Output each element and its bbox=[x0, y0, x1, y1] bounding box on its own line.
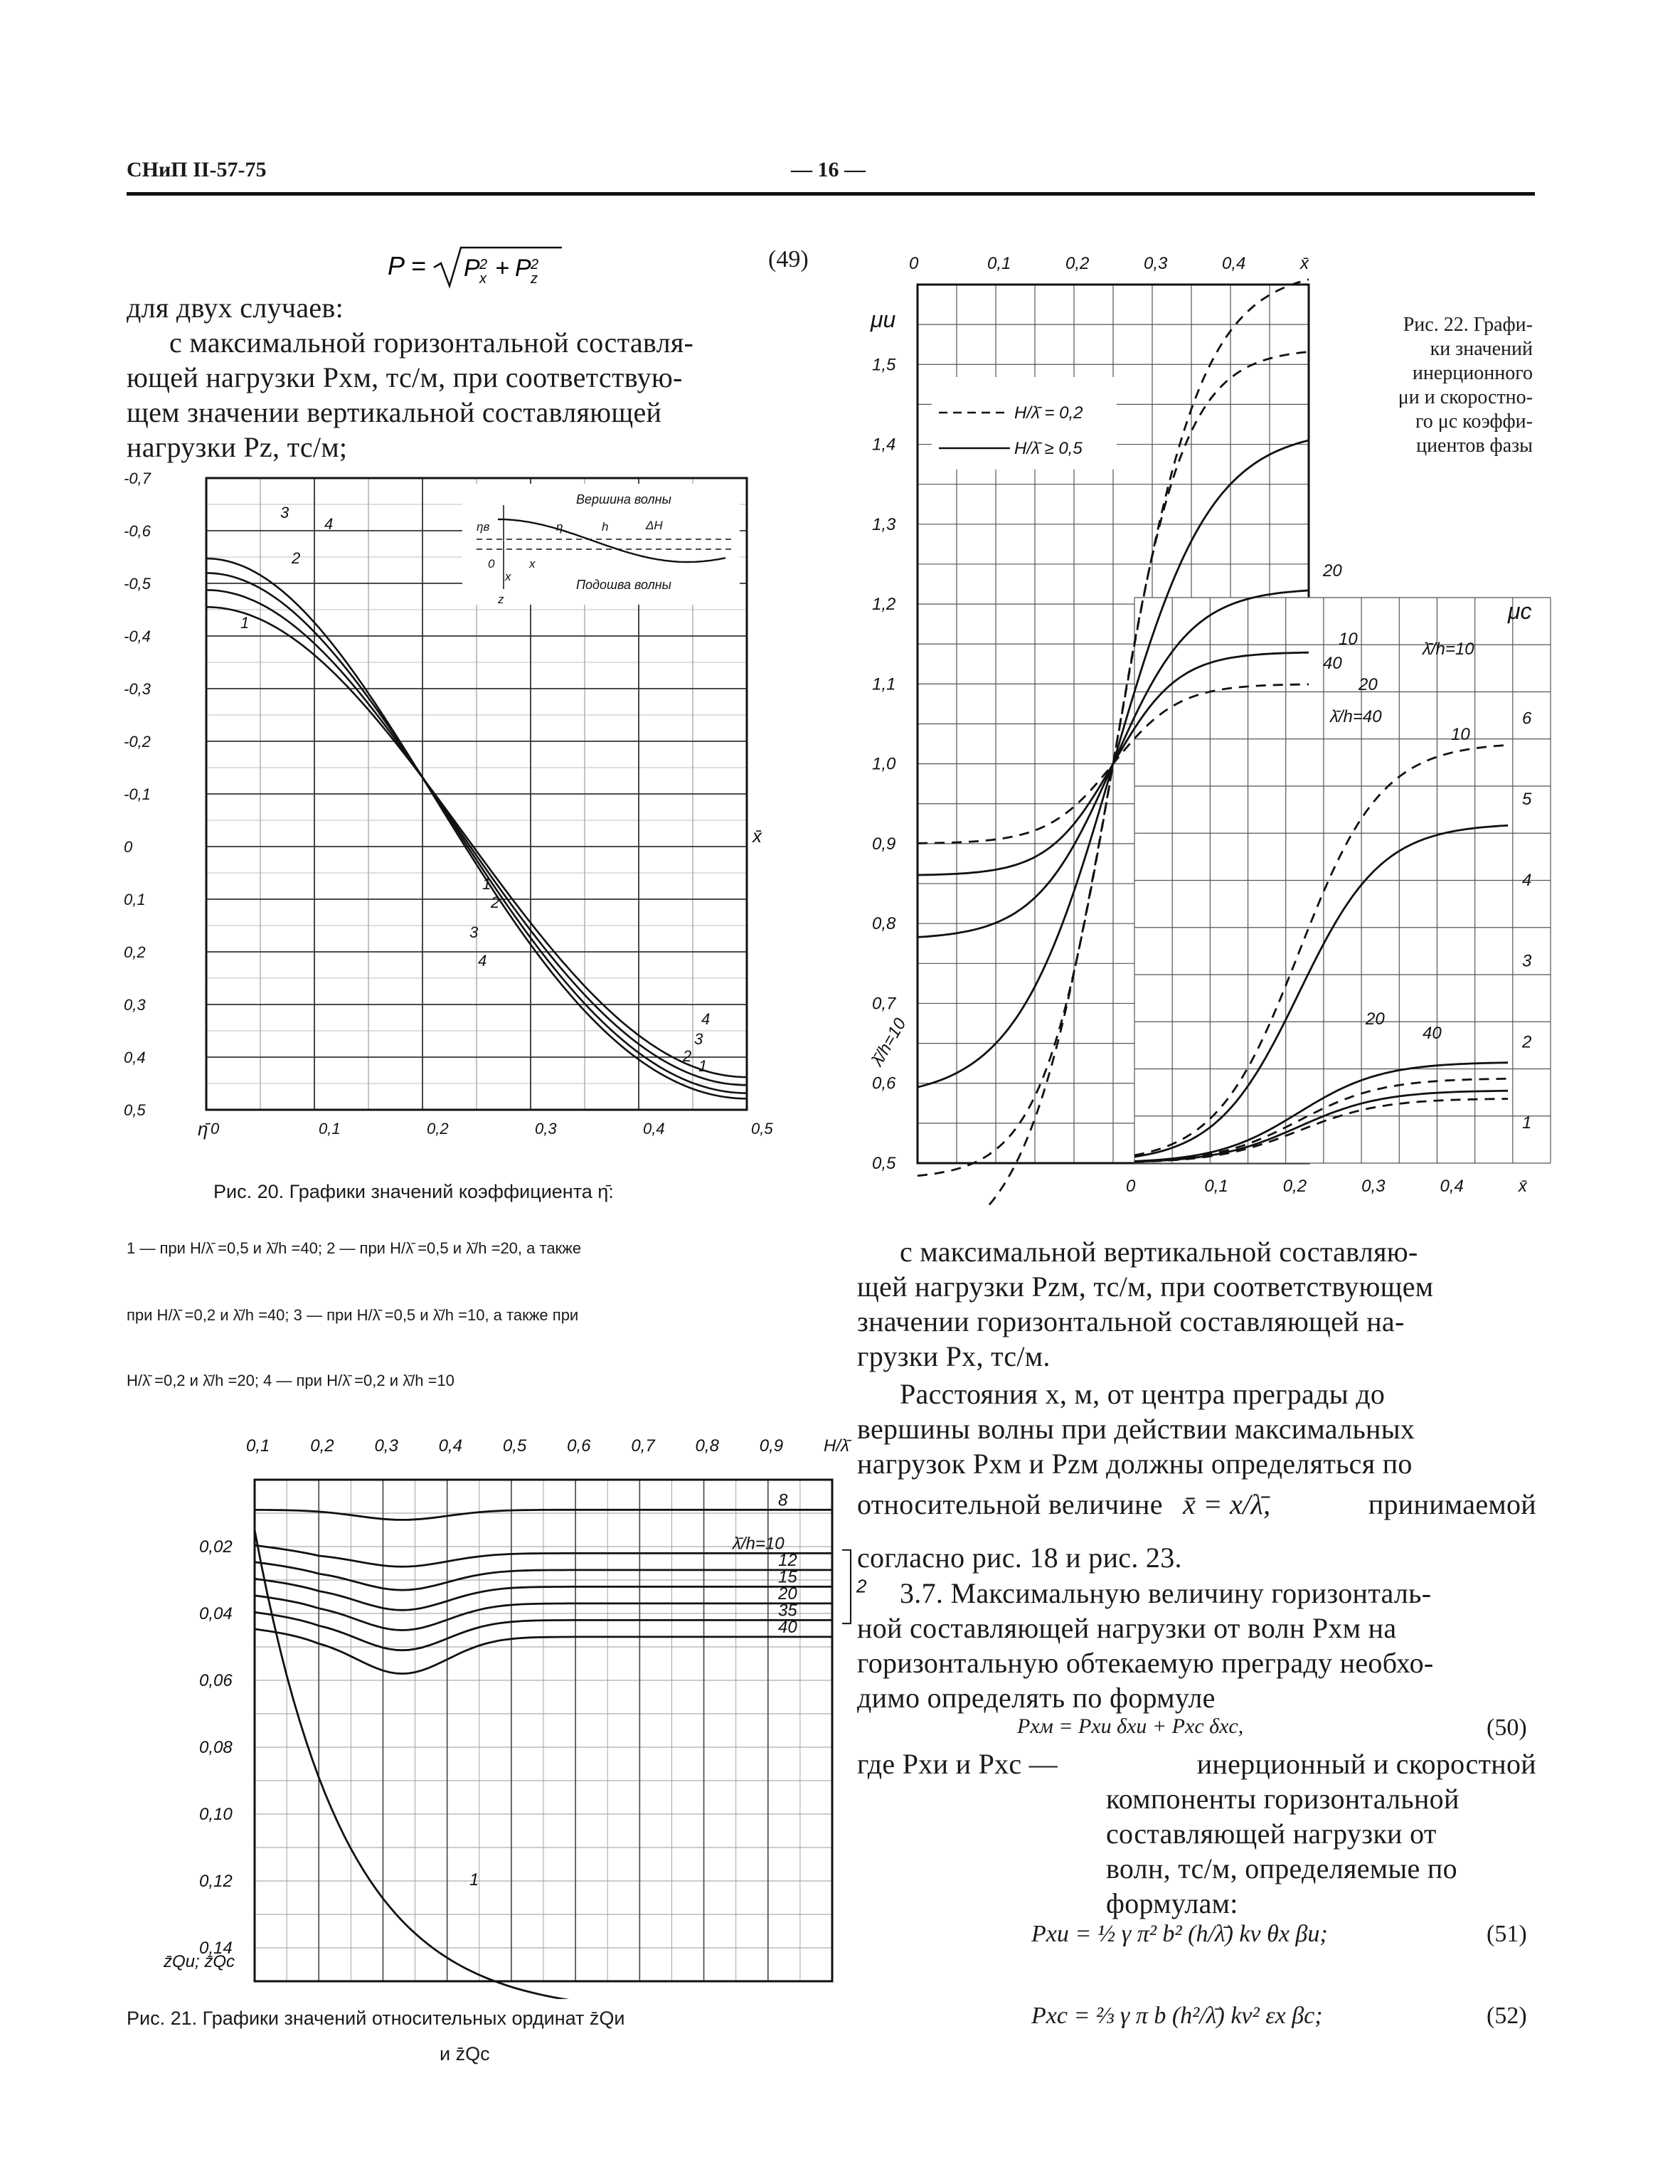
top-x-tick-label: 0,4 bbox=[1222, 254, 1246, 273]
where-line: волн, тс/м, определяемые по bbox=[1106, 1852, 1457, 1885]
mu-i-tick-label: 1,4 bbox=[872, 435, 896, 455]
para-distance-line4 bbox=[857, 1487, 1536, 1522]
mu-i-curve-label: 10 bbox=[1339, 630, 1358, 649]
y-tick-label: 0,10 bbox=[199, 1805, 233, 1824]
para-case1-line: с максимальной горизонтальной составля- bbox=[169, 327, 694, 359]
fig21-caption-line1: Рис. 21. Графики значений относительных ординат z̄Qи bbox=[127, 2008, 625, 2029]
top-x-tick-label: 0,1 bbox=[987, 254, 1011, 273]
y-tick-label: 0,08 bbox=[199, 1738, 233, 1757]
mu-i-tick-label: 1,5 bbox=[872, 355, 896, 375]
curve-label: 3 bbox=[469, 923, 479, 941]
mu-i-tick-label: 0,8 bbox=[872, 914, 896, 934]
para-distance-line5: согласно рис. 18 и рис. 23. bbox=[857, 1542, 1182, 1574]
x-axis-label: x̄ bbox=[753, 825, 762, 847]
inset-label: 0 bbox=[488, 557, 495, 571]
curve-label: 1 bbox=[240, 614, 250, 632]
svg-text:2: 2 bbox=[479, 257, 488, 272]
svg-text:+: + bbox=[495, 255, 509, 282]
x-tick-label: 0,1 bbox=[319, 1120, 341, 1138]
x-tick-label: 0,8 bbox=[695, 1436, 719, 1456]
curve-label: 4 bbox=[701, 1010, 711, 1028]
x-tick-label: 0,4 bbox=[438, 1436, 463, 1456]
curve-label: 1 bbox=[469, 1870, 479, 1889]
where-line: формулам: bbox=[1106, 1887, 1238, 1919]
para-case2-line: щей нагрузки Pzм, тс/м, при соответствующем bbox=[857, 1271, 1434, 1303]
x-tick-label: 0,7 bbox=[631, 1436, 655, 1456]
bottom-x-tick-label: 0,3 bbox=[1361, 1177, 1386, 1196]
y-tick-label: -0,3 bbox=[124, 680, 151, 698]
fig20-caption-title: Рис. 20. Графики значений коэффициента η̄: bbox=[213, 1181, 614, 1202]
where-symbols: где Pxи и Pxc — bbox=[857, 1748, 1058, 1780]
formula-49-number: (49) bbox=[768, 246, 809, 272]
header-rule bbox=[127, 192, 1535, 196]
svg-text:P =: P = bbox=[388, 251, 426, 280]
y-tick-label: 0,12 bbox=[199, 1872, 233, 1891]
curve-label: 8 bbox=[778, 1490, 788, 1510]
y-tick-label: -0,6 bbox=[124, 522, 151, 540]
section-3-7-line: димо определять по формуле bbox=[857, 1682, 1216, 1714]
y-tick-label: -0,4 bbox=[124, 627, 151, 645]
top-x-tick-label: x̄ bbox=[1300, 254, 1309, 273]
y-tick-label: 0,3 bbox=[124, 996, 146, 1014]
fig20-caption-line: 1 — при H/λ̄ =0,5 и λ̄/h =40; 2 — при H/λ̄ =0,5 и λ̄/h =20, а также bbox=[127, 1239, 582, 1257]
para-case2-line: значении горизонтальной составляющей на- bbox=[857, 1305, 1405, 1337]
y-tick-label: 0,04 bbox=[199, 1604, 233, 1623]
y-tick-label: -0,2 bbox=[124, 733, 151, 751]
y-tick-label: 0,2 bbox=[124, 943, 146, 961]
y-tick-label: -0,5 bbox=[124, 575, 151, 593]
svg-text:z: z bbox=[531, 271, 538, 287]
x-tick-label: 0,5 bbox=[502, 1436, 527, 1456]
fig20-caption-line: при H/λ̄ =0,2 и λ̄/h =40; 3 — при H/λ̄ =0,5 и λ̄/h =10, а также при bbox=[127, 1306, 579, 1324]
mu-i-tick-label: 1,1 bbox=[872, 674, 896, 694]
mu-i-tick-label: 1,2 bbox=[872, 595, 896, 615]
curve-label: 4 bbox=[324, 515, 334, 533]
para-case2 bbox=[857, 1234, 1536, 1374]
curve-label: 4 bbox=[478, 952, 487, 970]
para-distance-line: Расстояния x, м, от центра преграды до bbox=[900, 1378, 1386, 1410]
x-tick-label: 0,2 bbox=[427, 1120, 449, 1138]
bracket bbox=[842, 1550, 851, 1623]
para-case1-line: нагрузки Pz, тс/м; bbox=[127, 431, 348, 463]
x-tick-label: 0,4 bbox=[643, 1120, 665, 1138]
mu-i-tick-label: 0,9 bbox=[872, 834, 896, 854]
bracket-label: 2 bbox=[856, 1575, 867, 1597]
y-axis-label: η̄ bbox=[198, 1118, 208, 1140]
section-3-7-line: 3.7. Максимальную величину горизонталь- bbox=[900, 1577, 1432, 1609]
mu-c-tick-label: 6 bbox=[1522, 709, 1532, 728]
para-distance-text: принимаемой bbox=[1368, 1488, 1536, 1520]
para-case2-line: грузки Px, тс/м. bbox=[857, 1340, 1051, 1372]
y-tick-label: 0 bbox=[124, 838, 133, 856]
para-case1-line: ющей нагрузки Pxм, тс/м, при соответствую- bbox=[127, 361, 683, 393]
svg-text:2: 2 bbox=[531, 257, 539, 272]
curve-label: λ̄/h=10 bbox=[733, 1534, 785, 1554]
mu-i-curve-label: 20 bbox=[1359, 675, 1378, 694]
inset-label: x bbox=[505, 570, 511, 583]
x-tick-label: 0,3 bbox=[374, 1436, 398, 1456]
curve-label: 1 bbox=[482, 875, 491, 893]
where-line bbox=[857, 1746, 1536, 1781]
y-tick-label: 0,1 bbox=[124, 891, 146, 908]
bottom-x-tick-label: 0,2 bbox=[1282, 1177, 1307, 1196]
curve-label: 15 bbox=[778, 1567, 797, 1587]
x-tick-label: 0,6 bbox=[567, 1436, 591, 1456]
top-x-tick-label: 0,2 bbox=[1065, 254, 1090, 273]
fig22-caption-line: ки значений bbox=[1430, 338, 1533, 360]
figure-21 bbox=[121, 1430, 868, 1999]
y-tick-label: 0,5 bbox=[124, 1101, 146, 1119]
top-x-tick-label: 0 bbox=[909, 254, 919, 273]
svg-text:P: P bbox=[515, 255, 531, 282]
mu-c-tick-label: 4 bbox=[1522, 870, 1532, 890]
page-number: — 16 — bbox=[791, 158, 866, 181]
para-case1-line: щем значении вертикальной составляющей bbox=[127, 396, 662, 428]
fig22-caption-line: Рис. 22. Графи- bbox=[1403, 314, 1533, 336]
para-case2-line: с максимальной вертикальной составляю- bbox=[900, 1236, 1418, 1268]
formula-50: Pxм = Pxи δxи + Pxc δxc, bbox=[1017, 1714, 1244, 1738]
where-clause bbox=[857, 1746, 1536, 1921]
svg-text:x: x bbox=[479, 271, 487, 287]
svg-text:P: P bbox=[464, 255, 480, 282]
fig22-caption-line: го μс коэффи- bbox=[1415, 410, 1533, 433]
curve-label: 2 bbox=[292, 549, 301, 567]
x-tick-label: 0,9 bbox=[759, 1436, 784, 1456]
mu-c-tick-label: 3 bbox=[1522, 951, 1532, 971]
figure-20 bbox=[121, 462, 804, 1160]
mu-i-tick-label: 1,0 bbox=[872, 754, 896, 774]
x-tick-label: H/λ̄ bbox=[824, 1436, 849, 1456]
mu-i-curve-label: λ̄/h=10 bbox=[868, 1014, 910, 1069]
mu-i-curve-label: 20 bbox=[1323, 561, 1342, 581]
formula-49 bbox=[384, 242, 569, 298]
inset-label: ηв bbox=[477, 520, 490, 534]
formula-52: Pxc = ⅔ γ π b (h²/λ̄) kv² εx βc; bbox=[1031, 2003, 1323, 2029]
fig20-caption-line: H/λ̄ =0,2 и λ̄/h =20; 4 — при H/λ̄ =0,2 и λ̄/h =10 bbox=[127, 1372, 454, 1389]
mu-i-tick-label: 0,6 bbox=[872, 1074, 896, 1093]
para-distance-line: нагрузок Pxм и Pzм должны определяться по bbox=[857, 1448, 1413, 1480]
where-line: компоненты горизонтальной bbox=[1106, 1783, 1460, 1815]
bottom-x-tick-label: 0,1 bbox=[1204, 1177, 1228, 1196]
x-tick-label: 0,2 bbox=[310, 1436, 334, 1456]
fig22-caption bbox=[1337, 313, 1533, 458]
mu-i-tick-label: 1,3 bbox=[872, 514, 896, 534]
bottom-x-tick-label: 0 bbox=[1126, 1177, 1136, 1196]
x-tick-label: 0 bbox=[211, 1120, 220, 1138]
curve-label: 20 bbox=[778, 1584, 797, 1603]
fig22-caption-line: циентов фазы bbox=[1416, 435, 1533, 457]
y-tick-label: 0,06 bbox=[199, 1671, 233, 1690]
section-3-7-line: ной составляющей нагрузки от волн Pxм на bbox=[857, 1612, 1397, 1644]
mu-c-curve-label: 10 bbox=[1451, 725, 1470, 744]
curve-label: 2 bbox=[683, 1047, 692, 1065]
formula-50-number: (50) bbox=[1487, 1714, 1527, 1741]
inset-label: h bbox=[602, 520, 609, 534]
curve-label: 1 bbox=[698, 1057, 708, 1075]
mu-i-tick-label: 0,7 bbox=[872, 994, 896, 1014]
formula-51-number: (51) bbox=[1487, 1921, 1527, 1947]
y-tick-label: 0,14 bbox=[199, 1939, 233, 1958]
fig22-caption-line: μи и скоростно- bbox=[1398, 386, 1533, 408]
top-x-tick-label: 0,3 bbox=[1144, 254, 1168, 273]
mu-c-tick-label: 2 bbox=[1522, 1032, 1532, 1052]
mu-c-curve-label: 40 bbox=[1423, 1024, 1442, 1043]
bottom-x-tick-label: 0,4 bbox=[1440, 1177, 1464, 1196]
formula-49-glyph bbox=[384, 242, 569, 292]
x-tick-label: 0,5 bbox=[751, 1120, 773, 1138]
para-intro: для двух случаев: bbox=[127, 292, 344, 324]
legend-dashed-label: H/λ̄ = 0,2 bbox=[1014, 403, 1083, 423]
y-axis-label: z̄Qи; z̄Qc bbox=[164, 1952, 235, 1971]
inset-trough-label: Подошва волны bbox=[576, 578, 671, 592]
y-tick-label: 0,02 bbox=[199, 1537, 233, 1557]
x-bar-formula: x̄ = x/λ̄, bbox=[1183, 1488, 1271, 1520]
wave-inset bbox=[462, 484, 740, 606]
formula-52-number: (52) bbox=[1487, 2003, 1527, 2029]
where-line: составляющей нагрузки от bbox=[1106, 1818, 1437, 1850]
fig22-caption-line: инерционного bbox=[1412, 362, 1533, 384]
curve-label: 12 bbox=[778, 1550, 797, 1570]
mu-c-tick-label: 5 bbox=[1522, 790, 1532, 810]
para-distance bbox=[857, 1377, 1536, 1481]
bottom-x-tick-label: x̄ bbox=[1518, 1177, 1527, 1196]
mu-c-tick-label: 1 bbox=[1522, 1113, 1532, 1133]
inset-crest-label: Вершина волны bbox=[576, 492, 671, 507]
y-tick-label: -0,7 bbox=[124, 470, 151, 487]
mu-i-curve-label: 40 bbox=[1323, 654, 1342, 673]
x-tick-label: 0,3 bbox=[535, 1120, 557, 1138]
mu-i-curve-label: λ̄/h=40 bbox=[1330, 707, 1382, 726]
x-tick-label: 0,1 bbox=[246, 1436, 270, 1456]
y-tick-label: -0,1 bbox=[124, 785, 151, 803]
legend-solid-label: H/λ̄ ≥ 0,5 bbox=[1014, 439, 1083, 458]
mu-i-axis-label: μи bbox=[871, 307, 896, 332]
curve-label: 3 bbox=[280, 504, 289, 521]
mu-c-curve-label: 20 bbox=[1366, 1009, 1385, 1029]
para-case1 bbox=[127, 325, 820, 465]
formula-51: Pxи = ½ γ π² b² (h/λ̄) kv θx βи; bbox=[1031, 1921, 1328, 1947]
doc-code: СНиП II-57-75 bbox=[127, 158, 267, 181]
mu-c-axis-label: μc bbox=[1508, 598, 1532, 624]
inset-label: ΔH bbox=[646, 519, 663, 532]
section-3-7-line: горизонтальную обтекаемую преграду необхо- bbox=[857, 1647, 1434, 1679]
inset-label: z bbox=[498, 593, 504, 606]
fig21-caption-line2: и z̄Qc bbox=[440, 2043, 490, 2064]
inset-label: x bbox=[529, 557, 536, 571]
inset-label: η bbox=[556, 520, 563, 534]
para-distance-line: вершины волны при действии максимальных bbox=[857, 1413, 1415, 1445]
curve-label: 3 bbox=[694, 1030, 703, 1048]
where-text: инерционный и скоростной bbox=[1196, 1748, 1536, 1780]
y-tick-label: 0,4 bbox=[124, 1049, 146, 1066]
curve-label: 35 bbox=[778, 1601, 797, 1621]
section-3-7 bbox=[857, 1576, 1536, 1715]
para-distance-text: относительной величине bbox=[857, 1488, 1163, 1520]
curve-label: 40 bbox=[778, 1617, 797, 1637]
mu-c-curve-label: λ̄/h=10 bbox=[1423, 640, 1474, 659]
mu-i-tick-label: 0,5 bbox=[872, 1154, 896, 1173]
curve-label: 2 bbox=[491, 894, 500, 911]
